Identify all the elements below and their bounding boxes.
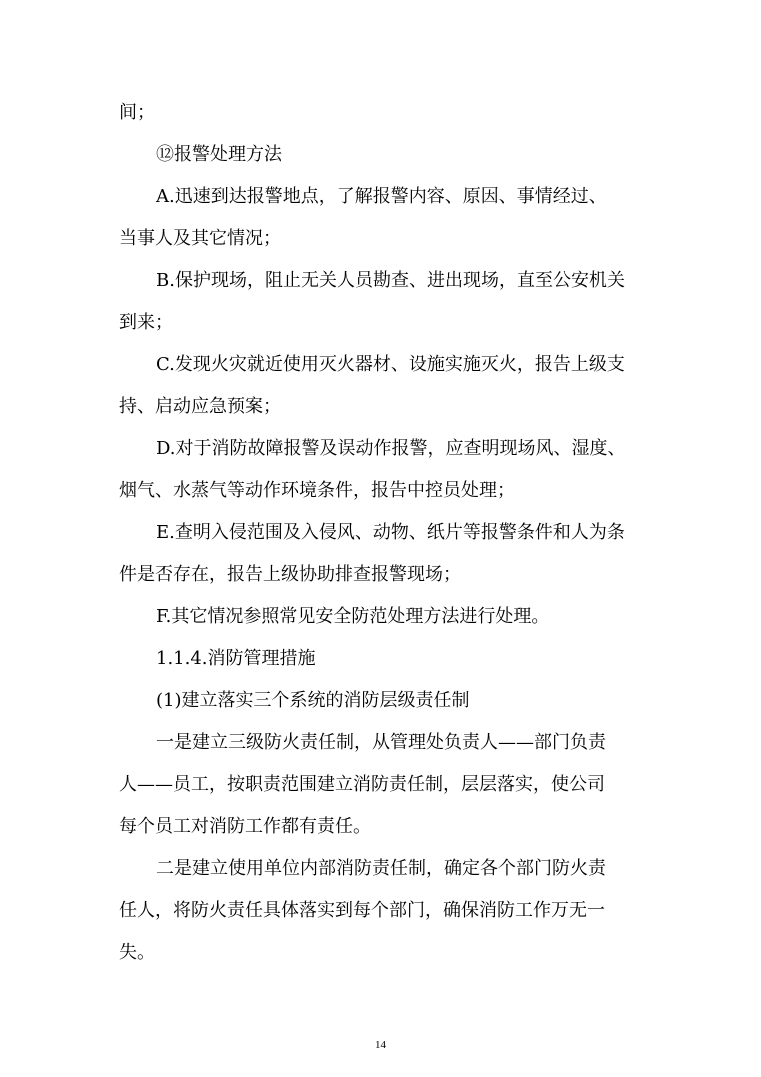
text-line: ⑫报警处理方法 [156, 144, 282, 165]
body-text [119, 92, 649, 974]
text-line: 任人，将防火责任具体落实到每个部门，确保消防工作万无一 [119, 900, 605, 921]
text-line: D.对于消防故障报警及误动作报警，应查明现场风、湿度、 [156, 438, 626, 459]
text-line: 当事人及其它情况； [119, 228, 281, 249]
text-line: F.其它情况参照常见安全防范处理方法进行处理。 [156, 606, 550, 627]
text-line: 一是建立三级防火责任制，从管理处负责人——部门负责 [156, 732, 606, 753]
text-line: C.发现火灾就近使用灭火器材、设施实施灭火，报告上级支 [156, 354, 625, 375]
subsection-heading: (1)建立落实三个系统的消防层级责任制 [156, 690, 470, 711]
text-line: 烟气、水蒸气等动作环境条件，报告中控员处理； [119, 480, 515, 501]
text-line: E.查明入侵范围及入侵风、动物、纸片等报警条件和人为条 [156, 522, 625, 543]
text-line: 持、启动应急预案； [119, 396, 281, 417]
text-line: 到来； [119, 312, 173, 333]
text-line: B.保护现场，阻止无关人员勘查、进出现场，直至公安机关 [156, 270, 625, 291]
text-line: 人——员工，按职责范围建立消防责任制，层层落实，使公司 [119, 774, 605, 795]
text-line: 二是建立使用单位内部消防责任制，确定各个部门防火责 [156, 858, 606, 879]
text-line: 失。 [119, 942, 155, 963]
page-number: 14 [375, 1039, 386, 1051]
text-line: A.迅速到达报警地点，了解报警内容、原因、事情经过、 [156, 186, 607, 207]
text-line: 每个员工对消防工作都有责任。 [119, 816, 371, 837]
text-line: 件是否存在，报告上级协助排查报警现场； [119, 564, 461, 585]
section-heading: 1.1.4.消防管理措施 [156, 648, 316, 669]
text-line: 间； [119, 102, 155, 123]
